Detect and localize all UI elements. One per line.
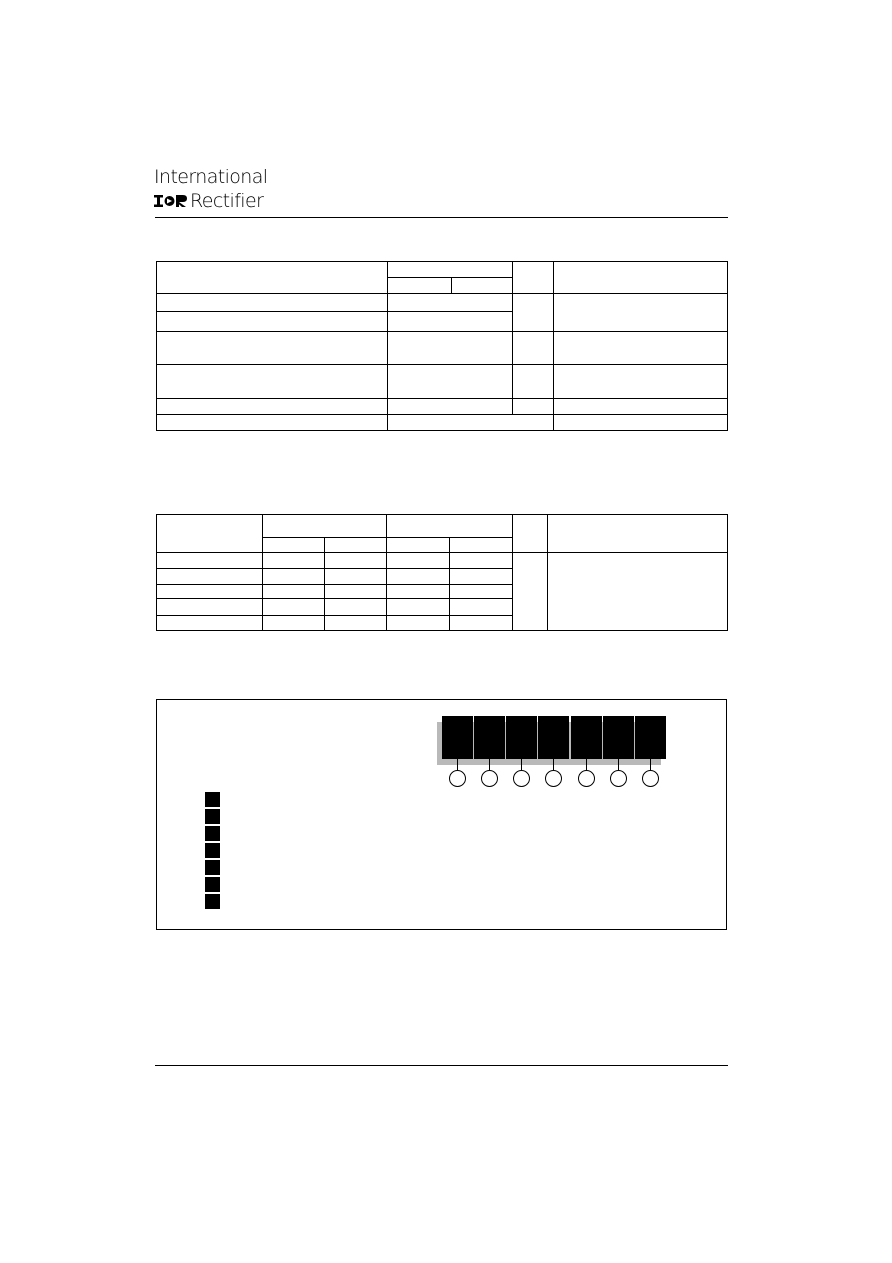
callout-stem xyxy=(586,759,587,770)
table-cell xyxy=(263,599,325,616)
legend-marker-4 xyxy=(205,843,220,858)
table-cell xyxy=(387,515,513,538)
callout-circle-2 xyxy=(481,770,498,787)
table-cell xyxy=(388,415,554,431)
logo-text-rectifier: Rectifier xyxy=(190,189,264,212)
table-row xyxy=(157,262,728,278)
header-rule xyxy=(155,217,728,218)
table-cell xyxy=(157,294,388,312)
table-cell xyxy=(325,585,387,599)
table-cell xyxy=(513,399,554,415)
callout-circle-3 xyxy=(513,770,530,787)
table-cell xyxy=(387,599,450,616)
table-cell xyxy=(513,553,548,631)
ordering-information-diagram xyxy=(156,699,727,930)
table-cell xyxy=(263,616,325,631)
code-segment-4 xyxy=(538,716,569,759)
table-cell xyxy=(263,538,325,553)
table-cell xyxy=(450,585,513,599)
table-cell xyxy=(388,278,452,294)
table-cell xyxy=(157,312,388,332)
table-cell xyxy=(513,332,554,365)
specifications-table-1 xyxy=(156,261,728,431)
table-cell xyxy=(325,538,387,553)
table-cell xyxy=(388,312,513,332)
table-cell xyxy=(388,365,513,399)
table-cell xyxy=(157,569,263,585)
footer-rule xyxy=(155,1065,728,1066)
table-cell xyxy=(513,294,554,332)
table-cell xyxy=(387,538,450,553)
ior-logo-mark-icon xyxy=(154,192,188,210)
table-cell xyxy=(325,553,387,569)
callout-stem xyxy=(521,759,522,770)
legend-marker-1 xyxy=(205,792,220,807)
code-segment-3 xyxy=(506,716,537,759)
table-cell xyxy=(157,399,388,415)
table-cell xyxy=(388,399,513,415)
table-cell xyxy=(554,332,728,365)
callout-circle-6 xyxy=(610,770,627,787)
legend-marker-5 xyxy=(205,860,220,875)
callout-circle-4 xyxy=(545,770,562,787)
callout-circle-1 xyxy=(449,770,466,787)
table-cell xyxy=(325,599,387,616)
table-cell xyxy=(450,569,513,585)
table-cell xyxy=(325,569,387,585)
table-cell xyxy=(157,616,263,631)
table-cell xyxy=(263,585,325,599)
table-cell xyxy=(388,332,513,365)
legend-marker-7 xyxy=(205,894,220,909)
table-cell xyxy=(554,365,728,399)
legend-marker-2 xyxy=(205,809,220,824)
table-cell xyxy=(513,365,554,399)
table-row xyxy=(157,553,728,569)
specifications-table-2 xyxy=(156,514,728,631)
table-cell xyxy=(263,553,325,569)
table-cell xyxy=(387,616,450,631)
table-cell xyxy=(157,415,388,431)
table-cell xyxy=(513,515,548,553)
table-cell xyxy=(325,616,387,631)
table-cell xyxy=(554,399,728,415)
callout-stem xyxy=(457,759,458,770)
table-cell xyxy=(387,585,450,599)
callout-stem xyxy=(553,759,554,770)
callout-stem xyxy=(489,759,490,770)
table-cell xyxy=(157,332,388,365)
table-cell xyxy=(554,415,728,431)
callout-circle-7 xyxy=(642,770,659,787)
table-cell xyxy=(157,599,263,616)
legend-marker-3 xyxy=(205,826,220,841)
table-cell xyxy=(263,569,325,585)
table-cell xyxy=(554,262,728,294)
callout-circle-5 xyxy=(578,770,595,787)
callout-stem xyxy=(650,759,651,770)
table-cell xyxy=(387,553,450,569)
table-row xyxy=(157,515,728,538)
table-cell xyxy=(157,585,263,599)
table-cell xyxy=(450,616,513,631)
table-cell xyxy=(157,553,263,569)
table-cell xyxy=(388,262,513,278)
code-segment-2 xyxy=(474,716,505,759)
company-logo xyxy=(154,168,267,212)
table-cell xyxy=(513,262,554,294)
table-cell xyxy=(450,553,513,569)
callout-stem xyxy=(618,759,619,770)
code-segment-7 xyxy=(635,716,666,759)
table-cell xyxy=(157,515,263,553)
table-cell xyxy=(388,294,513,312)
table-row xyxy=(157,294,728,312)
table-row xyxy=(157,415,728,431)
table-cell xyxy=(548,553,728,631)
table-cell xyxy=(450,538,513,553)
table-cell xyxy=(452,278,513,294)
legend-marker-6 xyxy=(205,877,220,892)
table-cell xyxy=(263,515,387,538)
logo-text-international: International xyxy=(154,166,268,188)
table-cell xyxy=(157,365,388,399)
table-cell xyxy=(387,569,450,585)
table-cell xyxy=(548,515,728,553)
table-row xyxy=(157,332,728,365)
table-row xyxy=(157,399,728,415)
table-row xyxy=(157,365,728,399)
table-cell xyxy=(450,599,513,616)
table-cell xyxy=(554,294,728,332)
table-cell xyxy=(157,262,388,294)
code-segment-6 xyxy=(603,716,634,759)
code-segment-1 xyxy=(442,716,473,759)
code-segment-5 xyxy=(571,716,602,759)
